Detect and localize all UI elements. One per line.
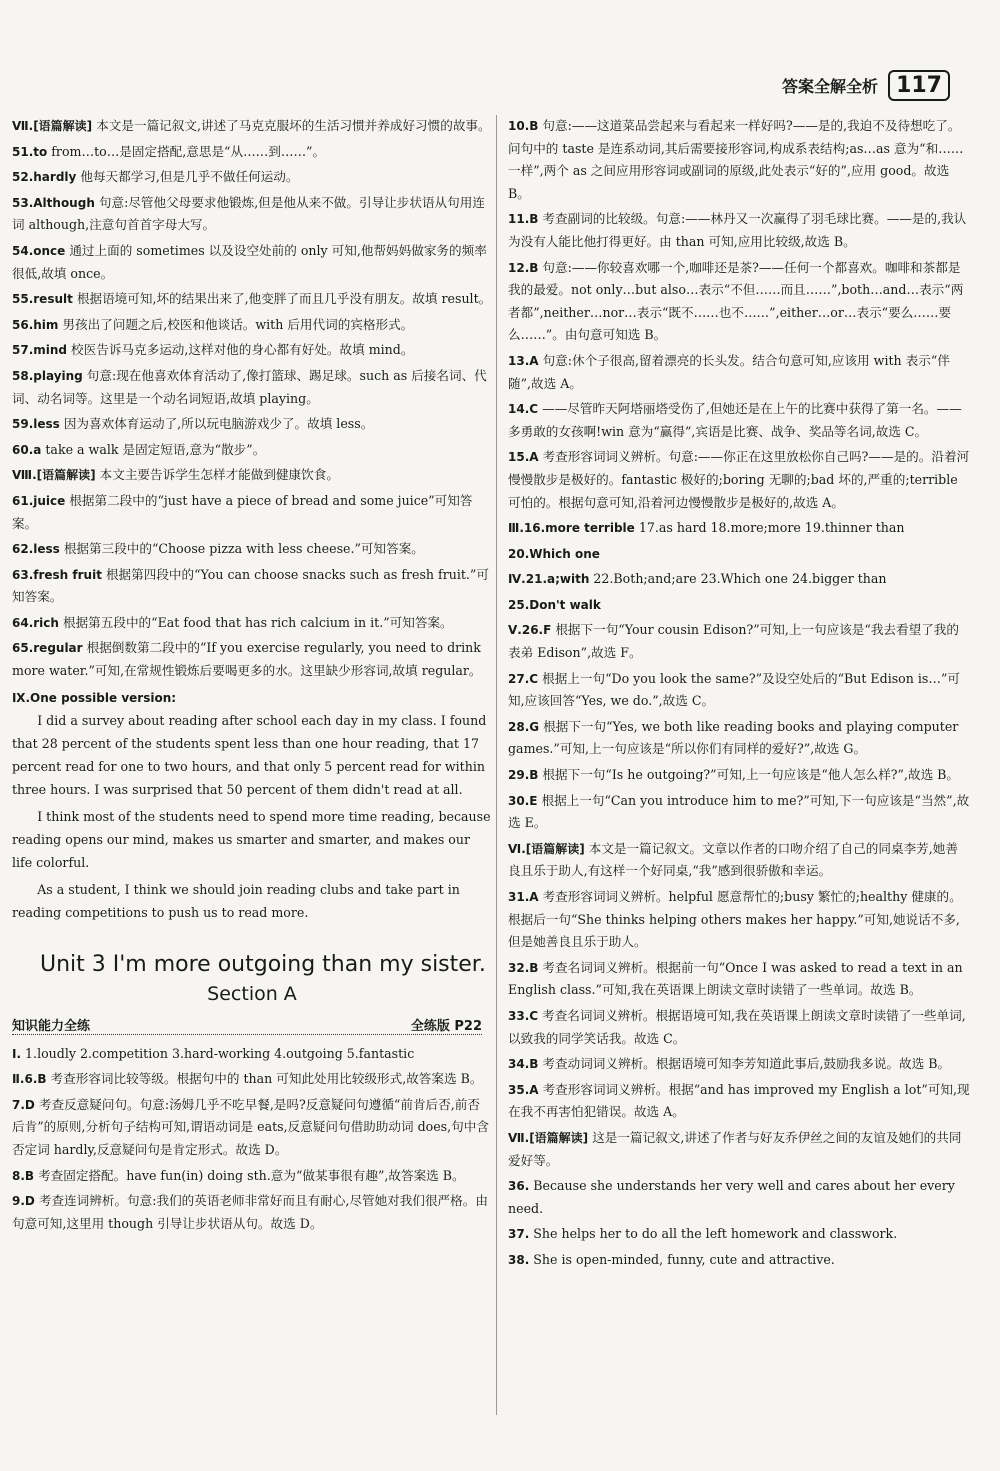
answer-item bbox=[508, 446, 970, 514]
answer-item bbox=[12, 1043, 492, 1066]
answer-explanation: 本文是一篇记叙文,讲述了马克克服坏的生活习惯并养成好习惯的故事。 bbox=[96, 118, 491, 133]
answer-number: 53.Although bbox=[12, 195, 95, 210]
answer-item bbox=[508, 838, 970, 883]
answer-explanation: She helps her to do all the left homework and classwork. bbox=[533, 1226, 898, 1242]
answer-item bbox=[508, 517, 970, 540]
answer-item bbox=[12, 538, 492, 561]
answer-explanation: from…to…是固定搭配,意思是“从……到……”。 bbox=[51, 143, 326, 159]
answer-number: 35.A bbox=[508, 1082, 539, 1097]
answer-number: Ⅷ.[语篇解读] bbox=[12, 468, 96, 483]
answer-number: 62.less bbox=[12, 542, 60, 557]
answer-item bbox=[12, 166, 492, 189]
answer-number: 12.B bbox=[508, 260, 539, 275]
answer-item bbox=[12, 1094, 492, 1162]
left-column bbox=[12, 115, 492, 1238]
answer-explanation: 考查名词词义辨析。根据语境可知,我在英语课上朗读文章时读错了一些单词,以致我的同学笑话我。故选 C。 bbox=[508, 1007, 966, 1046]
answer-item bbox=[12, 141, 492, 164]
answer-number: 58.playing bbox=[12, 368, 83, 383]
answer-explanation: 17.as hard 18.more;more 19.thinner than bbox=[638, 520, 905, 536]
answer-item bbox=[508, 257, 970, 347]
answer-explanation: 根据下一句“Yes, we both like reading books and playing computer games.”可知,上一句应该是“所以你们有同样的爱好?”,故选 G。 bbox=[508, 718, 959, 757]
answer-number: Ⅱ.6.B bbox=[12, 1072, 47, 1087]
answer-item bbox=[508, 716, 970, 761]
answer-number: 15.A bbox=[508, 450, 539, 465]
answer-number: 25.Don't walk bbox=[508, 597, 601, 612]
answer-number: 8.B bbox=[12, 1168, 35, 1183]
answer-number: 27.C bbox=[508, 671, 539, 686]
answer-explanation: 句意:休个子很高,留着漂亮的长头发。结合句意可知,应该用 with 表示“伴随”,故选 A。 bbox=[508, 352, 950, 391]
answer-item bbox=[508, 1005, 970, 1050]
answer-number: Ⅴ.26.F bbox=[508, 623, 552, 638]
answer-item bbox=[508, 1079, 970, 1124]
answer-item bbox=[12, 612, 492, 635]
right-answer-list bbox=[508, 115, 970, 1272]
answer-explanation: 根据上一句“Can you introduce him to me?”可知,下一句应该是“当然”,故选 E。 bbox=[508, 792, 970, 831]
answer-number: 55.result bbox=[12, 292, 73, 307]
answer-number: 9.D bbox=[12, 1194, 35, 1209]
answer-explanation: 考查副词的比较级。句意:——林丹又一次赢得了羽毛球比赛。——是的,我认为没有人能比他打得更好。由 than 可知,应用比较级,故选 B。 bbox=[508, 211, 967, 249]
answer-explanation: 考查名词词义辨析。根据前一句“Once I was asked to read a text in an English class.”可知,我在英语课上朗读文章时读错了一些单词。故选 B。 bbox=[508, 959, 963, 998]
essay-title: Ⅸ.One possible version: bbox=[12, 690, 177, 705]
answer-explanation: 根据下一句“Your cousin Edison?”可知,上一句应该是“我去看望了我的表弟 Edison”,故选 F。 bbox=[508, 622, 959, 661]
header-label: 答案全解全析 bbox=[782, 77, 879, 96]
answer-explanation: 考查动词词义辨析。根据语境可知李芳知道此事后,鼓励我多说。故选 B。 bbox=[542, 1056, 951, 1072]
answer-item bbox=[12, 365, 492, 410]
drill-ref: 全练版 P22 bbox=[410, 1018, 482, 1034]
answer-item bbox=[12, 240, 492, 285]
answer-number: 20.Which one bbox=[508, 546, 600, 561]
answer-item bbox=[508, 619, 970, 664]
answer-item bbox=[508, 764, 970, 787]
section-title: Section A bbox=[207, 982, 297, 1005]
answer-item bbox=[508, 208, 970, 253]
answer-explanation: 根据倒数第二段中的“If you exercise regularly, you need to drink more water.”可知,在常规性锻炼后要喝更多的水。这里缺少形容词,故填 regular。 bbox=[12, 640, 482, 679]
answer-explanation: Because she understands her very well and cares about her every need. bbox=[508, 1178, 955, 1216]
answer-explanation: 句意:——你较喜欢哪一个,咖啡还是茶?——任何一个都喜欢。咖啡和茶都是我的最爱。not only…but also…表示“不但……而且……”,both…and…表示“两者都”,neither…nor…表示“既不……也不……”,either…or…表示“要么……要么……”。由句意可知选 B。 bbox=[508, 259, 964, 343]
answer-number: 63.fresh fruit bbox=[12, 567, 102, 582]
answer-number: 51.to bbox=[12, 144, 48, 159]
answer-number: 30.E bbox=[508, 793, 538, 808]
answer-item bbox=[12, 464, 492, 487]
answer-item bbox=[508, 790, 970, 835]
answer-number: Ⅵ.[语篇解读] bbox=[508, 841, 585, 856]
answer-explanation: 他每天都学习,但是几乎不做任何运动。 bbox=[80, 169, 299, 185]
answer-number: 52.hardly bbox=[12, 170, 77, 185]
answer-number: 64.rich bbox=[12, 615, 59, 630]
answer-number: 28.G bbox=[508, 719, 540, 734]
answer-number: 32.B bbox=[508, 960, 539, 975]
answer-explanation: 句意:现在他喜欢体育活动了,像打篮球、踢足球。such as 后接名词、代词、动名词等。这里是一个动名词短语,故填 playing。 bbox=[12, 367, 487, 406]
left-answer-list bbox=[12, 115, 492, 683]
answer-number: 56.him bbox=[12, 317, 59, 332]
page-number: 117 bbox=[888, 70, 950, 101]
answer-explanation: 考查形容词比较等级。根据句中的 than 可知此处用比较级形式,故答案选 B。 bbox=[50, 1071, 483, 1087]
answer-explanation: 考查反意疑问句。句意:汤姆几乎不吃早餐,是吗?反意疑问句遵循“前肯后否,前否后肯”的原则,分析句子结构可知,谓语动词是 eats,反意疑问句借助助动词 does,句中含否定词 hardly,反意疑问句是肯定形式。故选 D。 bbox=[12, 1096, 489, 1158]
answer-explanation: 这是一篇记叙文,讲述了作者与好友乔伊丝之间的友谊及她们的共同爱好等。 bbox=[508, 1129, 962, 1168]
answer-explanation: 根据下一句“Is he outgoing?”可知,上一句应该是“他人怎么样?”,故选 B。 bbox=[542, 767, 960, 783]
answer-number: 14.C bbox=[508, 402, 539, 417]
right-column bbox=[508, 115, 970, 1275]
answer-item bbox=[12, 339, 492, 362]
answer-number: Ⅲ.16.more terrible bbox=[508, 521, 635, 536]
answer-item bbox=[508, 1249, 970, 1272]
answer-item bbox=[12, 637, 492, 682]
answer-number: 54.once bbox=[12, 243, 66, 258]
answer-number: Ⅰ. bbox=[12, 1046, 22, 1061]
answer-item bbox=[12, 413, 492, 436]
answer-item bbox=[12, 314, 492, 337]
answer-item bbox=[12, 1165, 492, 1188]
answer-item bbox=[12, 288, 492, 311]
answer-item bbox=[508, 594, 970, 617]
answer-item bbox=[12, 192, 492, 237]
essay-paragraph: I think most of the students need to spend more time reading, because reading opens our mind, makes us smarter and smarter, and makes our life colorful. bbox=[12, 808, 491, 870]
page-header bbox=[782, 70, 950, 101]
answer-explanation: 根据语境可知,坏的结果出来了,他变胖了而且几乎没有朋友。故填 result。 bbox=[76, 291, 492, 307]
answer-explanation: 因为喜欢体育运动了,所以玩电脑游戏少了。故填 less。 bbox=[63, 416, 374, 432]
answer-explanation: 22.Both;and;are 23.Which one 24.bigger than bbox=[593, 571, 887, 587]
answer-explanation: 考查形容词词义辨析。根据“and has improved my English a lot”可知,现在我不再害怕犯错误。故选 A。 bbox=[508, 1081, 970, 1120]
answer-explanation: 考查形容词词义辨析。helpful 愿意帮忙的;busy 繁忙的;healthy 健康的。根据后一句“She thinks helping others makes her happy.”可知,她说话不多,但是她善良且乐于助人。 bbox=[508, 889, 962, 950]
answer-number: 36. bbox=[508, 1179, 530, 1194]
answer-number: Ⅶ.[语篇解读] bbox=[12, 119, 93, 133]
answer-number: 59.less bbox=[12, 417, 60, 432]
left-answer-list-2 bbox=[12, 1043, 492, 1236]
answer-explanation: 根据上一句“Do you look the same?”及设空处后的“But Edison is…”可知,应该回答“Yes, we do.”,故选 C。 bbox=[508, 670, 960, 709]
essay-body bbox=[12, 709, 492, 924]
answer-explanation: 根据第四段中的“You can choose snacks such as fresh fruit.”可知答案。 bbox=[12, 566, 489, 605]
answer-explanation: 本文是一篇记叙文。文章以作者的口吻介绍了自己的同桌李芳,她善良且乐于助人,有这样一个好同桌,“我”感到很骄傲和幸运。 bbox=[508, 840, 958, 879]
answer-number: 60.a bbox=[12, 442, 42, 457]
answer-item bbox=[12, 564, 492, 609]
answer-item bbox=[12, 490, 492, 535]
unit-title: Unit 3 I'm more outgoing than my sister. bbox=[40, 951, 486, 977]
answer-number: 31.A bbox=[508, 890, 539, 904]
answer-number: 65.regular bbox=[12, 641, 83, 656]
answer-number: 57.mind bbox=[12, 343, 68, 358]
answer-explanation: 句意:尽管他父母要求他锻炼,但是他从来不做。引导让步状语从句用连词 although,注意句首首字母大写。 bbox=[12, 194, 485, 233]
drill-heading bbox=[12, 1015, 482, 1035]
answer-number: 13.A bbox=[508, 353, 539, 368]
drill-label: 知识能力全练 bbox=[12, 1018, 91, 1034]
answer-item bbox=[12, 115, 492, 138]
answer-explanation: 考查形容词词义辨析。句意:——你正在这里放松你自己吗?——是的。沿着河慢慢散步是极好的。fantastic 极好的;boring 无聊的;bad 坏的,严重的;terrible 可怕的。根据句意可知,沿着河边慢慢散步是极好的,故选 A。 bbox=[508, 449, 970, 510]
answer-number: 33.C bbox=[508, 1008, 539, 1023]
answer-item bbox=[508, 1175, 970, 1220]
answer-item bbox=[508, 957, 970, 1002]
answer-item bbox=[508, 350, 970, 395]
answer-item bbox=[508, 1223, 970, 1246]
answer-explanation: 考查连词辨析。句意:我们的英语老师非常好而且有耐心,尽管她对我们很严格。由句意可知,这里用 though 引导让步状语从句。故选 D。 bbox=[12, 1193, 488, 1231]
answer-item bbox=[12, 439, 492, 462]
answer-number: Ⅳ.21.a;with bbox=[508, 572, 590, 587]
column-divider bbox=[496, 115, 497, 1415]
answer-explanation: 句意:——这道菜品尝起来与看起来一样好吗?——是的,我迫不及待想吃了。问句中的 taste 是连系动词,其后需要接形容词,构成系表结构;as…as 意为“和……一样”,两个 as 之间应用形容词或副词的原级,此处表示“好的”,应用 good。故选 B。 bbox=[508, 118, 964, 201]
answer-explanation: 1.loudly 2.competition 3.hard-working 4.outgoing 5.fantastic bbox=[25, 1045, 415, 1061]
answer-item bbox=[508, 668, 970, 713]
answer-number: Ⅶ.[语篇解读] bbox=[508, 1130, 589, 1145]
answer-item bbox=[12, 1068, 492, 1091]
essay-paragraph: As a student, I think we should join reading clubs and take part in reading competitions to push us to read more. bbox=[12, 881, 460, 920]
answer-number: 10.B bbox=[508, 119, 539, 133]
answer-explanation: She is open-minded, funny, cute and attractive. bbox=[533, 1251, 835, 1267]
answer-explanation: ——尽管昨天阿塔丽塔受伤了,但她还是在上午的比赛中获得了第一名。——多勇敢的女孩啊!win 意为“赢得”,宾语是比赛、战争、奖品等名词,故选 C。 bbox=[508, 401, 962, 439]
essay-paragraph: I did a survey about reading after school each day in my class. I found that 28 percent of the students spent less than one hour reading, that 17 percent read for one to two hours, and that only 5 percent read for within three hours. I was surprised that 50 percent of them didn't read at all. bbox=[12, 712, 487, 797]
answer-number: 34.B bbox=[508, 1057, 539, 1072]
answer-number: 29.B bbox=[508, 768, 539, 783]
answer-explanation: 通过上面的 sometimes 以及设空处前的 only 可知,他帮妈妈做家务的频率很低,故填 once。 bbox=[12, 242, 487, 281]
answer-item bbox=[12, 1190, 492, 1235]
answer-explanation: 男孩出了问题之后,校医和他谈话。with 后用代词的宾格形式。 bbox=[62, 316, 414, 332]
answer-item bbox=[508, 1127, 970, 1172]
answer-number: 61.juice bbox=[12, 493, 66, 508]
answer-item bbox=[508, 115, 970, 205]
answer-item bbox=[508, 398, 970, 443]
answer-explanation: 根据第五段中的“Eat food that has rich calcium in it.”可知答案。 bbox=[62, 614, 453, 630]
answer-number: 38. bbox=[508, 1252, 530, 1267]
answer-number: 37. bbox=[508, 1227, 530, 1242]
answer-item bbox=[508, 543, 970, 566]
answer-explanation: 校医告诉马克多运动,这样对他的身心都有好处。故填 mind。 bbox=[71, 342, 414, 358]
answer-item bbox=[508, 568, 970, 591]
answer-number: 11.B bbox=[508, 212, 539, 227]
answer-explanation: 考查固定搭配。have fun(in) doing sth.意为“做某事很有趣”,故答案选 B。 bbox=[38, 1167, 465, 1183]
answer-explanation: 本文主要告诉学生怎样才能做到健康饮食。 bbox=[99, 467, 339, 483]
answer-explanation: 根据第二段中的“just have a piece of bread and some juice”可知答案。 bbox=[12, 492, 473, 531]
answer-number: 7.D bbox=[12, 1097, 35, 1112]
answer-explanation: take a walk 是固定短语,意为“散步”。 bbox=[45, 441, 266, 457]
answer-item bbox=[508, 1053, 970, 1076]
answer-item bbox=[508, 886, 970, 954]
answer-explanation: 根据第三段中的“Choose pizza with less cheese.”可知答案。 bbox=[63, 541, 424, 557]
